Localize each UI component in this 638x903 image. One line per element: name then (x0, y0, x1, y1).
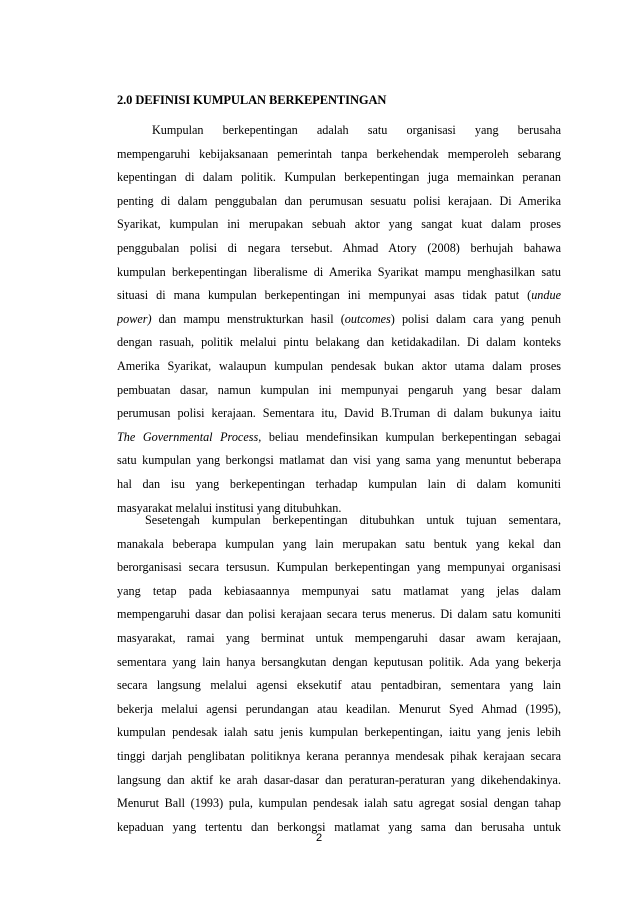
text-line: mempengaruhi kebijaksanaan pemerintah tanpa berkehendak memperoleh sebarang (117, 146, 561, 161)
text-line: mempengaruhi dasar dan polisi kerajaan secara terus menerus. Di dalam satu komuniti (117, 607, 561, 622)
text-line: perumusan polisi kerajaan. Sementara itu, David B.Truman di dalam bukunya iaitu (117, 406, 561, 421)
text-line: penting di dalam penggubalan dan perumusan sesuatu polisi kerajaan. Di Amerika (117, 193, 561, 208)
text-line: berorganisasi secara tersusun. Kumpulan berkepentingan yang mempunyai organisasi (117, 560, 561, 575)
text-line: kumpulan pendesak ialah satu jenis kumpulan berkepentingan, iaitu yang jenis lebih (117, 725, 561, 740)
text-line: pembuatan dasar, namun kumpulan ini mempunyai pengaruh yang besar dalam (117, 382, 561, 397)
text-line: bekerja melalui agensi perundangan atau keadilan. Menurut Syed Ahmad (1995), (117, 701, 561, 716)
section-heading: 2.0 DEFINISI KUMPULAN BERKEPENTINGAN (117, 93, 387, 107)
text-line: kumpulan berkepentingan liberalisme di Amerika Syarikat mampu menghasilkan satu (117, 264, 561, 279)
text-line: manakala beberapa kumpulan yang lain merupakan satu bentuk yang kekal dan (117, 536, 561, 551)
text-line: kepentingan di dalam politik. Kumpulan berkepentingan juga memainkan peranan (117, 170, 561, 185)
text-line: masyarakat, ramai yang berminat untuk mempengaruhi dasar awam kerajaan, (117, 630, 561, 645)
text-line: situasi di mana kumpulan berkepentingan ini mempunyai asas tidak patut (undue (117, 288, 561, 303)
text-line: yang tetap pada kebiasaannya mempunyai satu matlamat yang jelas dalam (117, 583, 561, 598)
text-line: The Governmental Process, beliau mendefinsikan kumpulan berkepentingan sebagai (117, 429, 561, 444)
text-line: penggubalan polisi di negara tersebut. Ahmad Atory (2008) berhujah bahawa (117, 240, 561, 255)
text-line: Amerika Syarikat, walaupun kumpulan pendesak bukan aktor utama dalam proses (117, 358, 561, 373)
text-line: Menurut Ball (1993) pula, kumpulan pendesak ialah satu agregat sosial dengan tahap (117, 796, 561, 811)
text-line: hal dan isu yang berkepentingan terhadap kumpulan lain di dalam komuniti (117, 476, 561, 491)
text-line: secara langsung melalui agensi eksekutif atau pentadbiran, sementara yang lain (117, 678, 561, 693)
text-line: sementara yang lain hanya bersangkutan dengan keputusan politik. Ada yang bekerja (117, 654, 561, 669)
text-line: masyarakat melalui institusi yang ditubuhkan. (117, 500, 342, 515)
text-line: power) dan mampu menstrukturkan hasil (outcomes) polisi dalam cara yang penuh (117, 311, 561, 326)
text-line: Sesetengah kumpulan berkepentingan ditubuhkan untuk tujuan sementara, (145, 513, 561, 527)
text-line: langsung dan aktif ke arah dasar-dasar dan peraturan-peraturan yang dikehendakinya. (117, 772, 561, 787)
text-line: Kumpulan berkepentingan adalah satu organisasi yang berusaha (152, 123, 561, 137)
text-line: kepaduan yang tertentu dan berkongsi matlamat yang sama dan berusaha untuk (117, 819, 561, 834)
page-number: 2 (315, 832, 323, 844)
text-line: satu kumpulan yang berkongsi matlamat dan visi yang sama yang menuntut beberapa (117, 453, 561, 468)
paragraph-2 (117, 509, 561, 839)
text-line: tinggi darjah penglibatan politiknya kerana perannya mendesak pihak kerajaan secara (117, 748, 561, 763)
text-line: Syarikat, kumpulan ini merupakan sebuah aktor yang sangat kuat dalam proses (117, 217, 561, 232)
paragraph-1 (117, 119, 561, 520)
text-line: dengan rasuah, politik melalui pintu belakang dan ketidakadilan. Di dalam konteks (117, 335, 561, 350)
